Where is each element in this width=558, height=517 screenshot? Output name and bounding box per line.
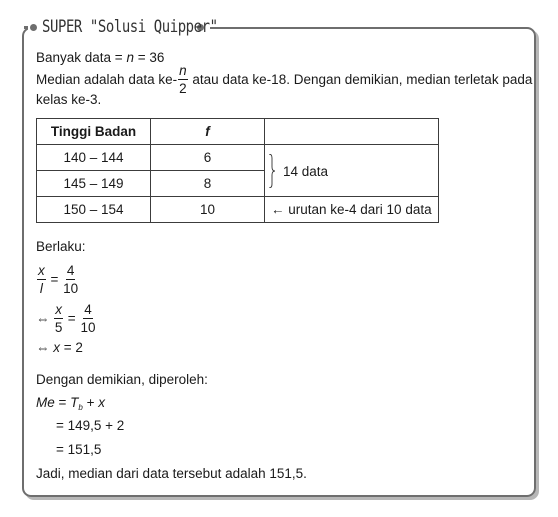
class-line: kelas ke-3. [36, 92, 102, 107]
final-answer: Jadi, median dari data tersebut adalah 151,5. [36, 466, 307, 481]
numerator: x [55, 302, 63, 317]
equation-2 [36, 303, 96, 334]
curly-brace-icon [269, 154, 275, 188]
cell-range: 145 – 149 [37, 171, 151, 197]
equation-1 [36, 264, 79, 295]
var-x: x [53, 340, 61, 355]
fraction-4-over-10 [80, 303, 95, 334]
text: = [54, 395, 71, 410]
denominator: l [39, 280, 43, 296]
equals-sign: = [67, 311, 76, 326]
table-row [37, 197, 439, 223]
brace-label: 14 data [283, 164, 329, 179]
median-formula [36, 395, 105, 412]
text: = 2 [60, 340, 83, 355]
fraction-x-over-5 [54, 303, 63, 334]
text: Banyak data = [36, 50, 127, 65]
table-row [37, 145, 439, 171]
fraction-n-over-2 [178, 64, 188, 95]
cell-f: 8 [151, 171, 265, 197]
data-count-line [36, 50, 164, 65]
numerator: n [179, 63, 187, 78]
denominator: 10 [63, 280, 79, 296]
text: + [82, 395, 99, 410]
title-banner [28, 14, 218, 40]
cell-f: 6 [151, 145, 265, 171]
text: = 36 [133, 50, 165, 65]
var-me: Me [36, 395, 55, 410]
var-t: T [70, 395, 79, 410]
var-n: n [126, 50, 134, 65]
berlaku-label: Berlaku: [36, 239, 86, 254]
text: Median adalah data ke- [36, 72, 178, 87]
header-note [265, 119, 439, 145]
text: atau data ke-18. Dengan demikian, median terletak pada [188, 72, 533, 87]
cell-note: ← urutan ke-4 dari 10 data [265, 197, 439, 223]
bullet-dot-icon [30, 24, 37, 31]
fraction-4-over-10 [63, 264, 78, 295]
numerator: 4 [84, 302, 92, 317]
numerator: 4 [66, 263, 75, 278]
var-x: x [98, 395, 105, 410]
cell-range: 150 – 154 [37, 197, 151, 223]
box-title: SUPER "Solusi Quipper" [42, 17, 218, 37]
header-f: f [151, 119, 265, 145]
table-header-row [37, 119, 439, 145]
frequency-table [36, 118, 439, 223]
brace-note-cell [265, 145, 439, 197]
equation-3 [36, 340, 83, 355]
cell-range: 140 – 144 [37, 145, 151, 171]
equivalence-arrow-icon: ⇔ [36, 340, 50, 355]
subscript-b: b [78, 403, 83, 412]
header-tinggi-badan: Tinggi Badan [37, 119, 151, 145]
equals-sign: = [50, 272, 59, 287]
denominator: 2 [179, 80, 187, 96]
numerator: x [38, 263, 45, 278]
median-step-2: = 149,5 + 2 [56, 418, 125, 433]
conclusion-label: Dengan demikian, diperoleh: [36, 372, 208, 387]
median-position-line [36, 64, 532, 95]
denominator: 5 [54, 319, 63, 335]
cell-f: 10 [151, 197, 265, 223]
denominator: 10 [80, 319, 96, 335]
fraction-x-over-l [37, 264, 46, 295]
median-step-3: = 151,5 [56, 442, 102, 457]
equivalence-arrow-icon: ⇔ [36, 311, 50, 326]
